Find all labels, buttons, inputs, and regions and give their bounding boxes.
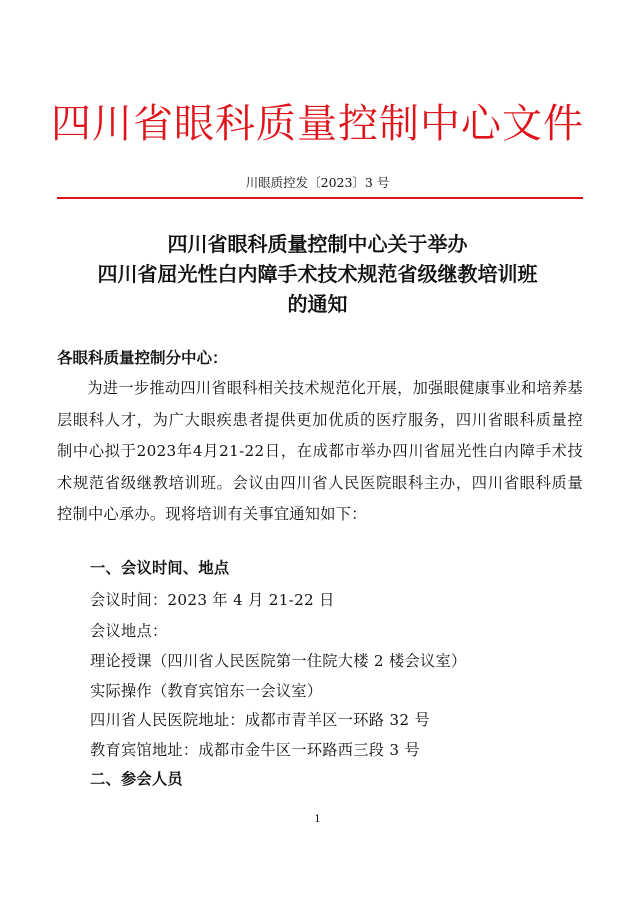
- section-1-heading: 一、会议时间、地点: [90, 559, 230, 577]
- section-2-heading: 二、参会人员: [90, 770, 183, 788]
- meeting-place-label: 会议地点：: [90, 622, 168, 640]
- hotel-address: 教育宾馆地址：成都市金牛区一环路西三段 3 号: [90, 741, 420, 759]
- hospital-address: 四川省人民医院地址：成都市青羊区一环路 32 号: [90, 711, 430, 729]
- page-number: 1: [314, 814, 321, 825]
- intro-paragraph: 为进一步推动四川省眼科相关技术规范化开展，加强眼健康事业和培养基层眼科人才，为广大眼疾患者提供更加优质的医疗服务，四川省眼科质量控制中心拟于2023年4月21-22日，在成都市举办四川省屈光性白内障手术技术规范省级继教培训班。会议由四川省人民医院眼科主办，四川省眼科质量控制中心承办。现将培训有关事宜通知如下：: [57, 379, 583, 523]
- notice-title-line-1: 四川省眼科质量控制中心关于举办: [167, 232, 468, 256]
- theory-session-location: 理论授课（四川省人民医院第一住院大楼 2 楼会议室）: [90, 652, 467, 670]
- meeting-time: 会议时间：2023 年 4 月 21-22 日: [90, 591, 335, 609]
- document-number: 川眼质控发〔2023〕3 号: [245, 175, 390, 190]
- practice-session-location: 实际操作（教育宾馆东一会议室）: [90, 682, 323, 700]
- notice-title: [0, 229, 635, 319]
- header-divider: [57, 197, 583, 199]
- addressee: 各眼科质量控制分中心：: [57, 349, 228, 367]
- notice-title-line-2: 四川省屈光性白内障手术技术规范省级继教培训班: [97, 262, 538, 286]
- notice-title-line-3: 的通知: [287, 292, 348, 316]
- agency-header-title: 四川省眼科质量控制中心文件: [51, 101, 584, 147]
